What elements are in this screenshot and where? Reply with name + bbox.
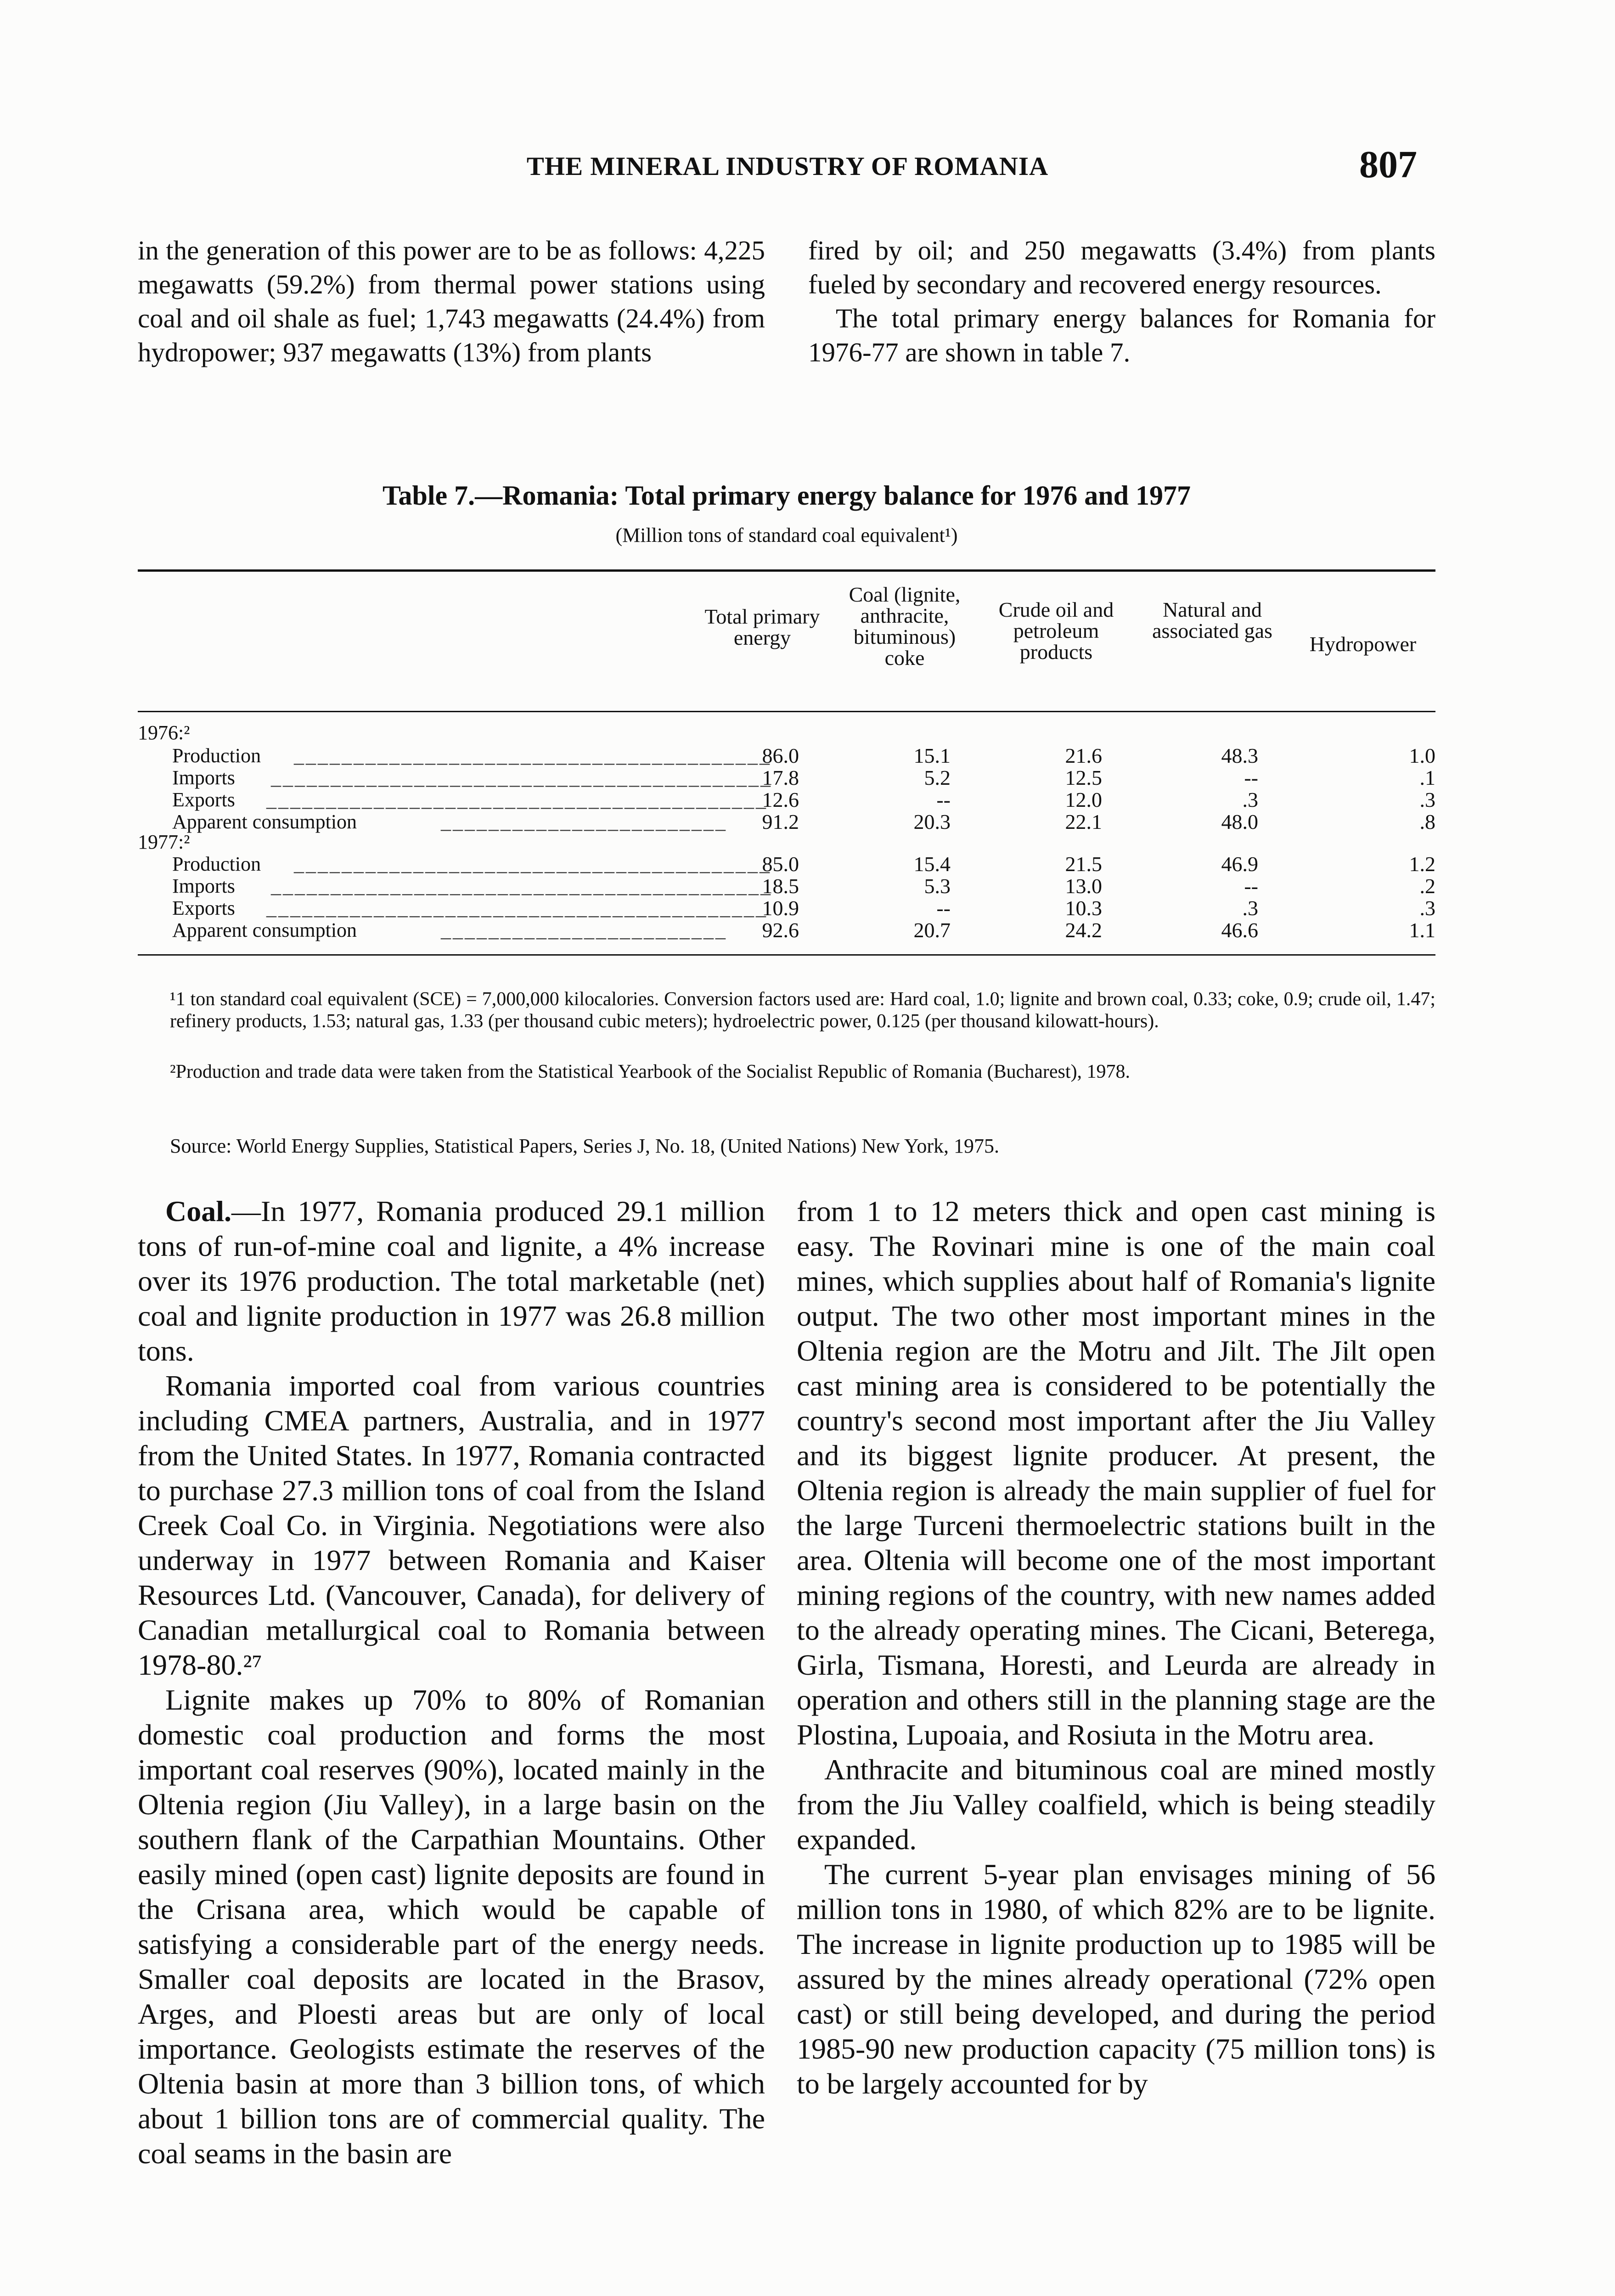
row-label: Production — [172, 853, 261, 875]
table-bottom-rule — [138, 954, 1435, 956]
coal-heading: Coal. — [165, 1195, 231, 1227]
cell-value: 46.6 — [1221, 918, 1258, 942]
cell-value: 17.8 — [762, 766, 799, 789]
cell-value: 48.0 — [1221, 810, 1258, 833]
table-header-rule — [138, 711, 1435, 712]
page-number: 807 — [1359, 143, 1417, 186]
col-header-hydropower: Hydropower — [1309, 632, 1417, 656]
table-source: Source: World Energy Supplies, Statistical Papers, Series J, No. 18, (United Nations) New York, 1975. — [170, 1135, 999, 1157]
cell-value: 5.3 — [924, 874, 951, 898]
table-year-1976: 1976:² — [138, 721, 190, 744]
row-label: Exports — [172, 788, 235, 811]
cell-value: 91.2 — [762, 810, 799, 833]
cell-value: 1.2 — [1409, 852, 1435, 876]
cell-value: 20.3 — [913, 810, 951, 833]
cell-value: 22.1 — [1065, 810, 1102, 833]
table-units: (Million tons of standard coal equivalent¹) — [615, 524, 958, 546]
right-paragraph-2: Anthracite and bituminous coal are mined mostly from the Jiu Valley coalfield, which is being steadily expanded. — [797, 1753, 1435, 1856]
cell-value: 24.2 — [1065, 918, 1102, 942]
cell-value: 20.7 — [913, 918, 951, 942]
cell-value: -- — [1244, 766, 1258, 789]
coal-paragraph-1-text: —In 1977, Romania produced 29.1 million tons of run-of-mine coal and lignite, a 4% increase over its 1976 production. The total marketable (net) coal and lignite production in 1977 was 26.8 million tons. — [138, 1195, 765, 1367]
intro-left-column — [138, 233, 765, 369]
row-label: Apparent consumption — [172, 919, 357, 941]
row-label: Exports — [172, 897, 235, 919]
table-top-rule — [138, 569, 1435, 572]
leader-dots: __________________________________________ — [271, 875, 772, 897]
cell-value: 10.9 — [762, 896, 799, 920]
cell-value: .8 — [1419, 810, 1435, 833]
cell-value: 92.6 — [762, 918, 799, 942]
cell-value: 21.5 — [1065, 852, 1102, 876]
leader-dots: ________________________________________ — [294, 853, 771, 875]
cell-value: 46.9 — [1221, 852, 1258, 876]
leader-dots: ________________________ — [441, 810, 727, 833]
cell-value: 12.5 — [1065, 766, 1102, 789]
table-footnote-1: ¹1 ton standard coal equivalent (SCE) = 7,000,000 kilocalories. Conversion factors used are: Hard coal, 1.0; lignite and brown coal, 0.33; coke, 0.9; crude oil, 1.47; refinery products, 1.53; natural gas, 1.33 (per thousand cubic meters); hydroelectric power, 0.125 (per thousand kilowatt-hours). — [170, 989, 1435, 1032]
cell-value: 18.5 — [762, 874, 799, 898]
cell-value: 5.2 — [924, 766, 951, 789]
intro-left-paragraph: in the generation of this power are to be as follows: 4,225 megawatts (59.2%) from thermal power stations using coal and oil shale as fuel; 1,743 megawatts (24.4%) from hydropower; 937 megawatts (13%) from plants — [138, 235, 765, 367]
intro-right-paragraph-2: The total primary energy balances for Romania for 1976-77 are shown in table 7. — [808, 303, 1435, 367]
cell-value: .1 — [1419, 766, 1435, 789]
cell-value: 1.1 — [1409, 918, 1435, 942]
cell-value: .2 — [1419, 874, 1435, 898]
cell-value: 48.3 — [1221, 744, 1258, 767]
coal-paragraph-2: Romania imported coal from various countries including CMEA partners, Australia, and in 1977 from the United States. In 1977, Romania contracted to purchase 27.3 million tons of coal from the Island Creek Coal Co. in Virginia. Negotiations were also underway in 1977 between Romania and Kaiser Resources Ltd. (Vancouver, Canada), for delivery of Canadian metallurgical coal to Romania between 1978-80.²⁷ — [138, 1369, 765, 1681]
cell-value: 86.0 — [762, 744, 799, 767]
coal-paragraph-1 — [138, 1194, 765, 1368]
intro-right-column — [808, 233, 1435, 369]
col-header-crude-oil: Crude oil and petroleum products — [998, 598, 1114, 664]
leader-dots: __________________________________________ — [271, 766, 772, 789]
cell-value: 12.6 — [762, 788, 799, 811]
cell-value: .3 — [1419, 788, 1435, 811]
cell-value: -- — [936, 788, 951, 811]
right-paragraph-1: from 1 to 12 meters thick and open cast mining is easy. The Rovinari mine is one of the main coal mines, which supplies about half of Romania's lignite output. The two other most important mines in the Oltenia region are the Motru and Jilt. The Jilt open cast mining area is considered to be potentially the country's second most important after the Jiu Valley and its biggest lignite producer. At present, the Oltenia region is already the main supplier of fuel for the large Turceni thermoelectric stations built in the area. Oltenia will become one of the most important mining regions of the country, with new names added to the already operating mines. The Cicani, Beteregа, Girla, Tismana, Horesti, and Leurda are already in operation and others still in the planning stage are the Plostina, Lupoaia, and Rosiuta in the Motru area. — [797, 1195, 1435, 1751]
coal-paragraph-3: Lignite makes up 70% to 80% of Romanian domestic coal production and forms the most important coal reserves (90%), located mainly in the Oltenia region (Jiu Valley), in a large basin on the southern flank of the Carpathian Mountains. Other easily mined (open cast) lignite deposits are found in the Crisana area, which would be capable of satisfying a considerable part of the energy needs. Smaller coal deposits are located in the Brasov, Arges, and Ploesti areas but are only of local importance. Geologists estimate the reserves of the Oltenia basin at more than 3 billion tons, of which about 1 billion tons are of commercial quality. The coal seams in the basin are — [138, 1683, 765, 2170]
cell-value: 1.0 — [1409, 744, 1435, 767]
cell-value: .3 — [1242, 896, 1258, 920]
body-left-column — [138, 1194, 765, 2171]
cell-value: 12.0 — [1065, 788, 1102, 811]
table-title: Table 7.—Romania: Total primary energy balance for 1976 and 1977 — [382, 480, 1191, 511]
cell-value: 13.0 — [1065, 874, 1102, 898]
cell-value: -- — [936, 896, 951, 920]
cell-value: 15.4 — [913, 852, 951, 876]
table-footnote-2: ²Production and trade data were taken from the Statistical Yearbook of the Socialist Republic of Romania (Bucharest), 1978. — [170, 1061, 1131, 1082]
cell-value: 21.6 — [1065, 744, 1102, 767]
col-header-natural-gas: Natural and associated gas — [1152, 598, 1272, 642]
row-label: Apparent consumption — [172, 810, 357, 833]
cell-value: .3 — [1419, 896, 1435, 920]
leader-dots: ________________________________________ — [294, 744, 771, 767]
row-label: Production — [172, 744, 261, 767]
running-title: THE MINERAL INDUSTRY OF ROMANIA — [526, 152, 1049, 181]
col-header-total-primary-energy: Total primary energy — [704, 605, 820, 649]
row-label: Imports — [172, 875, 235, 897]
intro-right-paragraph-1: fired by oil; and 250 megawatts (3.4%) from plants fueled by secondary and recovered energy resources. — [808, 235, 1435, 299]
right-paragraph-3: The current 5-year plan envisages mining of 56 million tons in 1980, of which 82% are to be lignite. The increase in lignite production up to 1985 will be assured by the mines already operational (72% open cast) or still being developed, and during the period 1985-90 new production capacity (75 million tons) is to be largely accounted for by — [797, 1858, 1435, 2100]
cell-value: 85.0 — [762, 852, 799, 876]
row-label: Imports — [172, 766, 235, 789]
col-header-coal: Coal (lignite, anthracite, bituminous) coke — [849, 583, 961, 670]
table-year-1977: 1977:² — [138, 831, 190, 853]
body-right-column — [797, 1194, 1435, 2101]
cell-value: .3 — [1242, 788, 1258, 811]
leader-dots: ________________________ — [441, 919, 727, 941]
cell-value: 15.1 — [913, 744, 951, 767]
cell-value: 10.3 — [1065, 896, 1102, 920]
leader-dots: __________________________________________ — [266, 788, 768, 811]
leader-dots: __________________________________________ — [266, 897, 768, 919]
cell-value: -- — [1244, 874, 1258, 898]
